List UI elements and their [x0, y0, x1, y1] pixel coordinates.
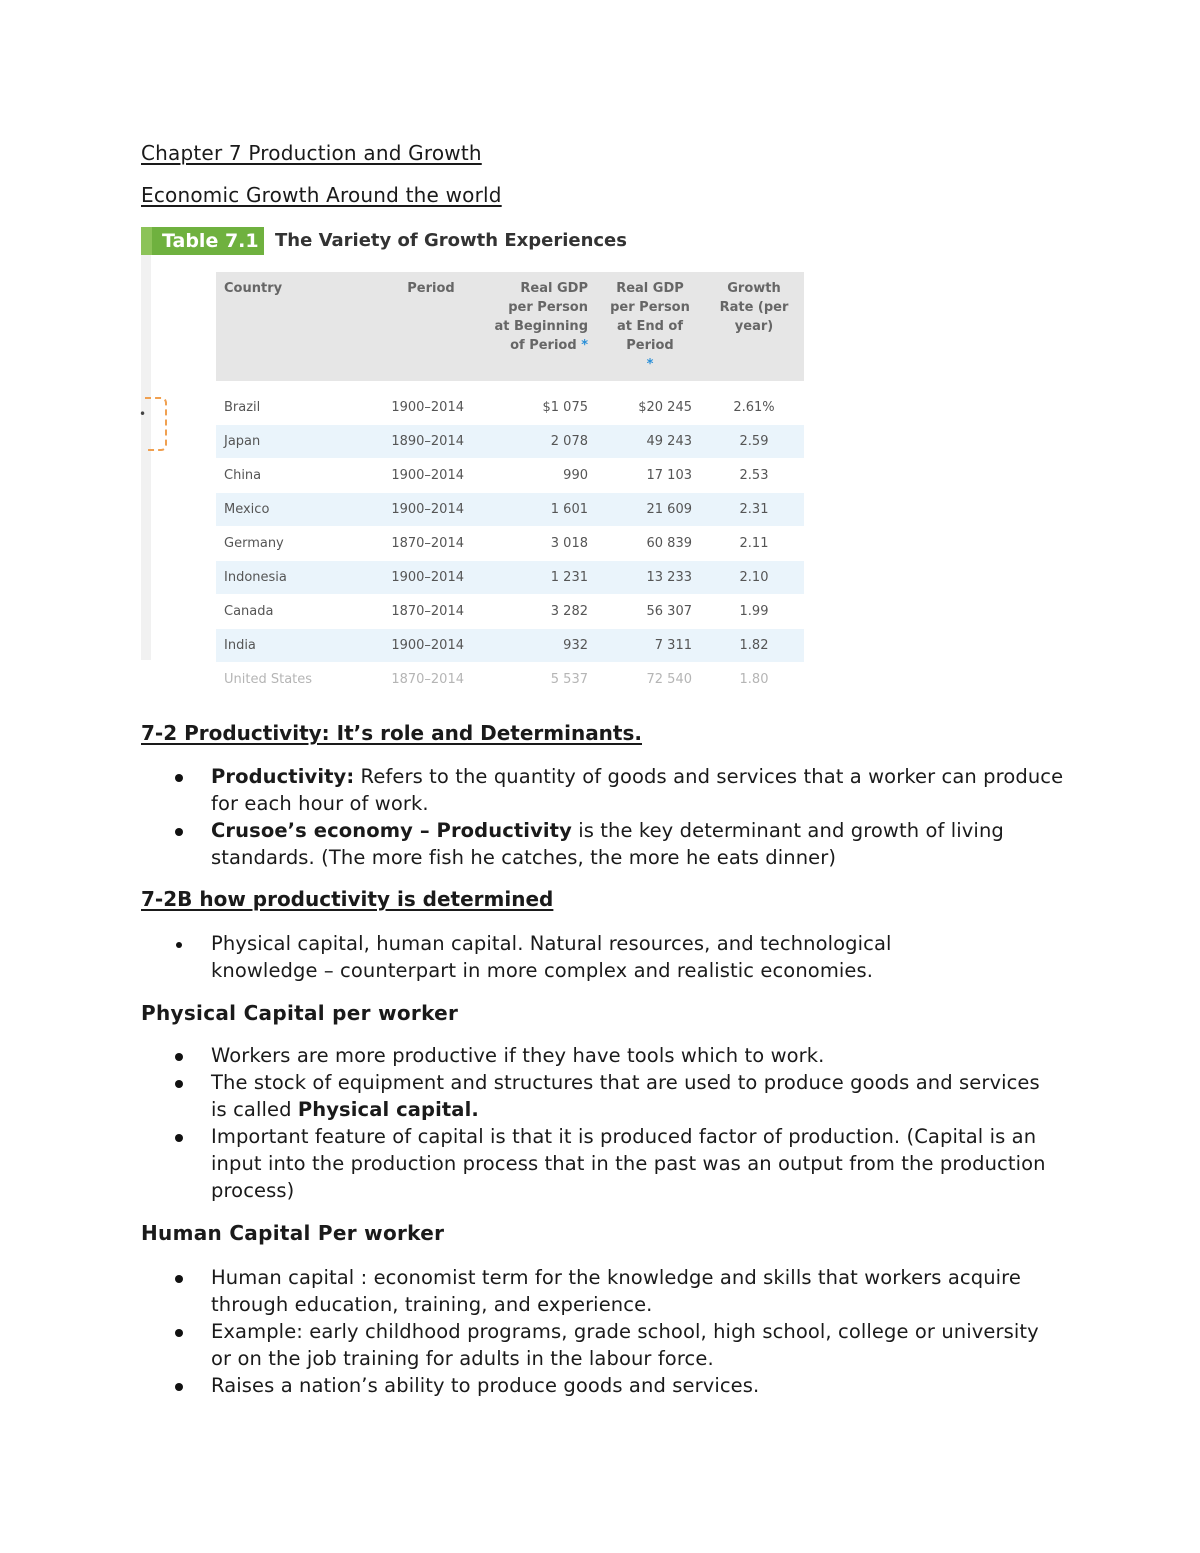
star-icon: * [581, 338, 588, 353]
term-productivity: Productivity: [211, 765, 355, 788]
item-text: Physical capital, human capital. Natural resources, and technological knowledge – counterpart in more complex and realistic economies. [211, 932, 892, 982]
table-row [216, 459, 804, 493]
cell-gdp-begin: $1 075 [486, 391, 596, 425]
cell-country: Japan [216, 425, 376, 459]
cell-country: India [216, 629, 376, 663]
growth-table-figure [139, 224, 806, 687]
list-item [211, 1123, 1061, 1204]
cell-gdp-begin: 1 231 [486, 561, 596, 595]
term-physical-capital: Physical capital. [297, 1098, 479, 1121]
header-gdp-begin-text: Real GDP per Person at Beginning of Period [494, 281, 588, 353]
list-item [211, 1318, 1051, 1372]
cell-period: 1870–2014 [376, 595, 486, 629]
table-row [216, 561, 804, 595]
item-text: Workers are more productive if they have tools which to work. [211, 1044, 825, 1067]
figure-label-accent [141, 227, 152, 255]
growth-experiences-table [216, 272, 804, 696]
item-text: Important feature of capital is that it is produced factor of production. (Capital is an input into the production process that in the past was an output from the production process) [211, 1125, 1046, 1202]
chapter-title: Chapter 7 Production and Growth [141, 141, 482, 165]
cell-gdp-end: 7 311 [596, 629, 704, 663]
section-heading-economic-growth: Economic Growth Around the world [141, 183, 502, 207]
item-text: is the key determinant and growth of living standards. (The more fish he catches, the more he eats dinner) [211, 819, 1004, 869]
bullet-icon [175, 1383, 183, 1391]
list-item [211, 1069, 1061, 1123]
cell-gdp-begin: 990 [486, 459, 596, 493]
table-row [216, 629, 804, 663]
cell-gdp-begin: 932 [486, 629, 596, 663]
cell-period: 1900–2014 [376, 493, 486, 527]
table-row [216, 595, 804, 629]
item-text: Raises a nation’s ability to produce goods and services. [211, 1374, 760, 1397]
cell-period: 1870–2014 [376, 663, 486, 697]
cell-period: 1900–2014 [376, 459, 486, 493]
item-text: Example: early childhood programs, grade school, high school, college or university or on the job training for adults in the labour force. [211, 1320, 1039, 1370]
cell-growth-rate: 2.11 [704, 527, 804, 561]
cell-growth-rate: 1.80 [704, 663, 804, 697]
cell-gdp-end: 60 839 [596, 527, 704, 561]
cell-country: United States [216, 663, 376, 697]
figure-side-bar [141, 250, 151, 660]
bullet-icon [175, 828, 183, 836]
table-spacer-row [216, 382, 804, 391]
cell-country: Indonesia [216, 561, 376, 595]
table-header-row [216, 272, 804, 382]
section-heading-human-capital: Human Capital Per worker [141, 1221, 445, 1245]
productivity-list [211, 763, 1071, 871]
marker-glyph-icon: • [139, 407, 147, 421]
header-gdp-end [596, 272, 704, 382]
item-text: Refers to the quantity of goods and services that a worker can produce for each hour of work. [211, 765, 1064, 815]
item-text: Human capital : economist term for the knowledge and skills that workers acquire through education, training, and experience. [211, 1266, 1021, 1316]
table-row [216, 391, 804, 425]
cell-gdp-end: 21 609 [596, 493, 704, 527]
cell-growth-rate: 1.82 [704, 629, 804, 663]
physical-capital-list [211, 1042, 1061, 1204]
list-item [211, 817, 1071, 871]
cell-growth-rate: 2.31 [704, 493, 804, 527]
cell-country: Mexico [216, 493, 376, 527]
cell-gdp-end: $20 245 [596, 391, 704, 425]
determinants-list [211, 930, 1001, 984]
list-item [211, 1372, 1051, 1399]
cell-country: Brazil [216, 391, 376, 425]
list-item [211, 930, 1001, 984]
cell-gdp-end: 72 540 [596, 663, 704, 697]
cell-gdp-begin: 2 078 [486, 425, 596, 459]
cell-period: 1870–2014 [376, 527, 486, 561]
bullet-icon [175, 774, 183, 782]
header-gdp-begin [486, 272, 596, 382]
list-item [211, 1042, 1061, 1069]
cell-period: 1900–2014 [376, 629, 486, 663]
cell-gdp-end: 49 243 [596, 425, 704, 459]
bullet-icon [175, 1080, 183, 1088]
table-row [216, 493, 804, 527]
cell-gdp-end: 56 307 [596, 595, 704, 629]
cell-gdp-begin: 5 537 [486, 663, 596, 697]
cell-gdp-end: 17 103 [596, 459, 704, 493]
list-item [211, 1264, 1051, 1318]
section-heading-productivity: 7-2 Productivity: It’s role and Determinants. [141, 721, 642, 745]
cell-gdp-end: 13 233 [596, 561, 704, 595]
section-heading-physical-capital: Physical Capital per worker [141, 1001, 459, 1025]
cell-growth-rate: 2.61% [704, 391, 804, 425]
selection-marker-icon [145, 397, 167, 451]
human-capital-list [211, 1264, 1051, 1399]
bullet-icon [176, 942, 182, 948]
cell-country: Canada [216, 595, 376, 629]
item-text: The stock of equipment and structures that are used to produce goods and services is called [211, 1071, 1040, 1121]
cell-gdp-begin: 3 018 [486, 527, 596, 561]
cell-growth-rate: 2.10 [704, 561, 804, 595]
cell-country: Germany [216, 527, 376, 561]
bullet-icon [175, 1275, 183, 1283]
cell-gdp-begin: 1 601 [486, 493, 596, 527]
table-row [216, 425, 804, 459]
cell-growth-rate: 2.59 [704, 425, 804, 459]
cell-period: 1900–2014 [376, 561, 486, 595]
cell-country: China [216, 459, 376, 493]
bullet-icon [175, 1134, 183, 1142]
term-crusoe-economy: Crusoe’s economy – Productivity [211, 819, 572, 842]
bullet-icon [175, 1053, 183, 1061]
header-gdp-end-text: Real GDP per Person at End of Period [610, 281, 690, 353]
table-row [216, 663, 804, 697]
cell-growth-rate: 2.53 [704, 459, 804, 493]
star-icon: * [646, 357, 654, 372]
cell-period: 1900–2014 [376, 391, 486, 425]
bullet-icon [175, 1329, 183, 1337]
header-growth-rate: Growth Rate (per year) [704, 272, 804, 382]
figure-label: Table 7.1 [152, 227, 264, 255]
list-item [211, 763, 1071, 817]
cell-period: 1890–2014 [376, 425, 486, 459]
section-heading-productivity-determined: 7-2B how productivity is determined [141, 887, 554, 911]
header-country: Country [216, 272, 376, 382]
figure-title: The Variety of Growth Experiences [275, 230, 627, 251]
table-row [216, 527, 804, 561]
header-period: Period [376, 272, 486, 382]
cell-gdp-begin: 3 282 [486, 595, 596, 629]
cell-growth-rate: 1.99 [704, 595, 804, 629]
